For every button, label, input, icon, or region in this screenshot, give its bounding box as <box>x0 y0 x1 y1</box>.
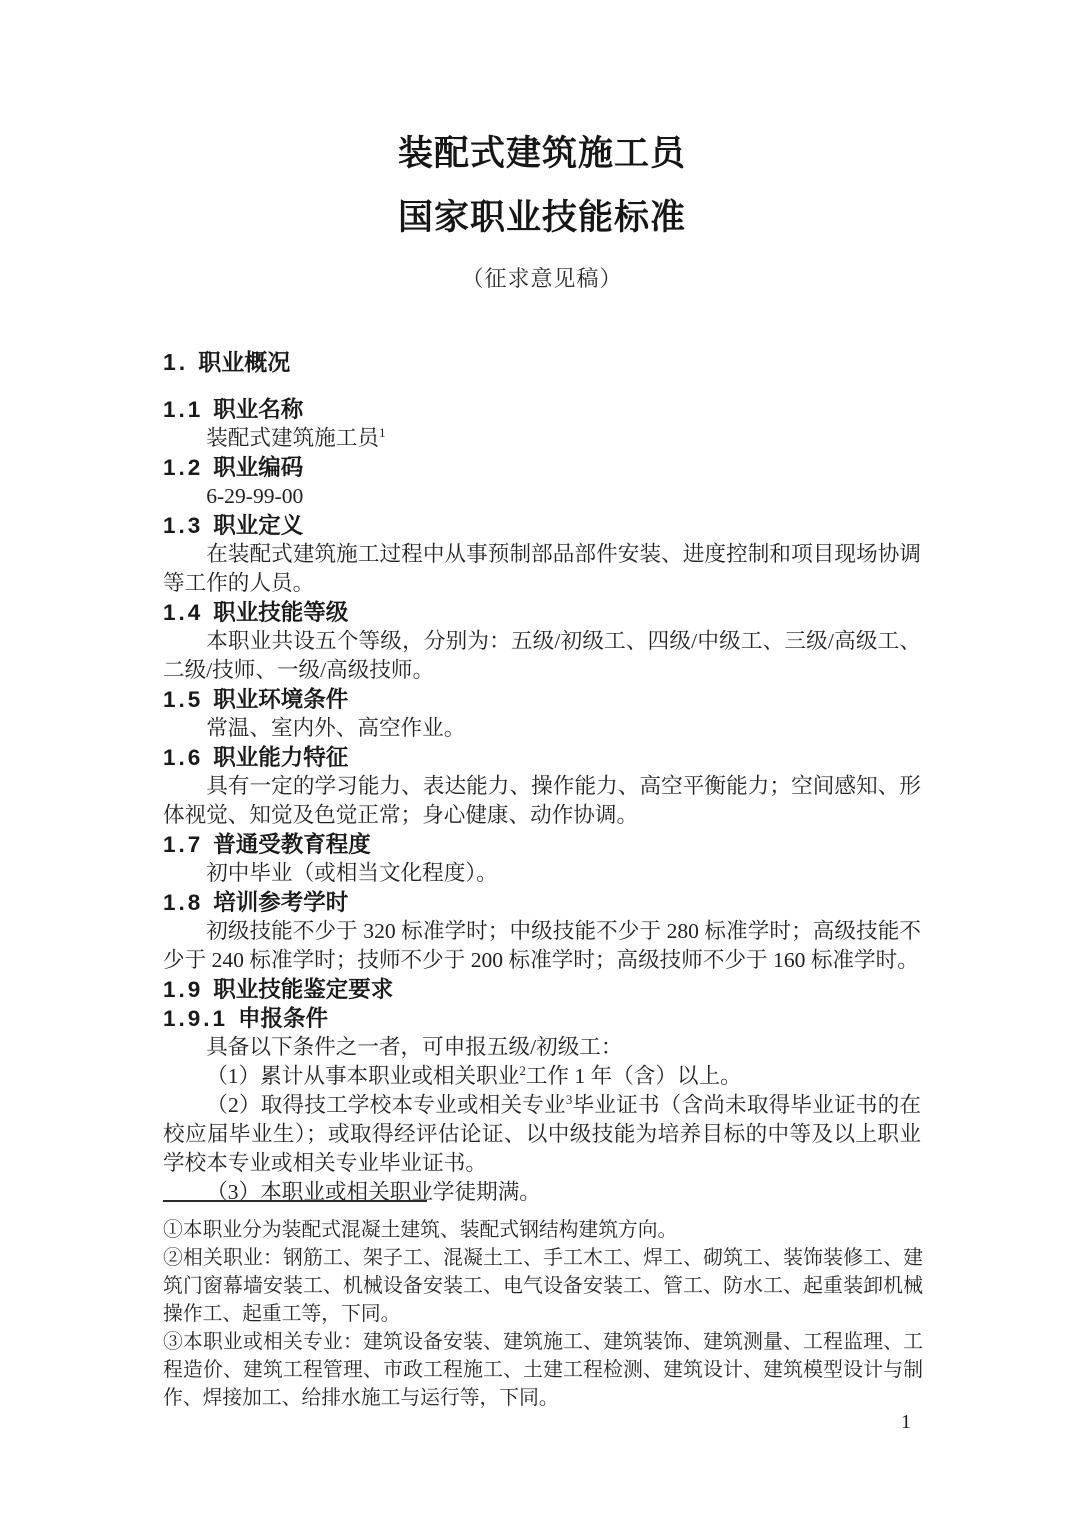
application-condition-3: （3）本职业或相关职业学徒期满。 <box>206 1180 541 1204</box>
section-1-6-number: 1.6 <box>163 745 204 770</box>
section-1-8-body: 初级技能不少于 320 标准学时；中级技能不少于 280 标准学时；高级技能不少于 240 标准学时；技师不少于 200 标准学时；高级技师不少于 160 标准学时。 <box>163 919 921 972</box>
section-heading-1-9 <box>163 975 921 1004</box>
section-1-3-title: 职业定义 <box>213 513 304 538</box>
section-1-3-body: 在装配式建筑施工过程中从事预制部品部件安装、进度控制和项目现场协调等工作的人员。 <box>163 542 921 595</box>
footnote-2: ②相关职业：钢筋工、架子工、混凝土工、手工木工、焊工、砌筑工、装饰装修工、建筑门窗幕墙安装工、机械设备安装工、电气设备安装工、管工、防水工、起重装卸机械操作工、起重工等，下同。 <box>163 1247 923 1325</box>
section-1-1-body <box>163 424 921 453</box>
section-1-9-1-title: 申报条件 <box>238 1006 329 1031</box>
section-1-5-title: 职业环境条件 <box>213 687 349 712</box>
section-1-7-body: 初中毕业（或相当文化程度）。 <box>206 861 498 885</box>
section-heading-1-2 <box>163 453 921 482</box>
section-1-8-title: 培训参考学时 <box>213 890 349 915</box>
condition-2-text: （2）取得技工学校本专业或相关专业 <box>206 1093 566 1117</box>
section-1-1-number: 1.1 <box>163 397 204 422</box>
section-1-9-1-number: 1.9.1 <box>163 1006 229 1031</box>
document-content <box>163 0 921 1207</box>
section-1-6-title: 职业能力特征 <box>213 745 349 770</box>
application-condition-2 <box>163 1091 921 1178</box>
footnotes-block <box>163 1200 923 1412</box>
footnote-ref-3: 3 <box>565 1091 573 1107</box>
page-number: 1 <box>901 1411 911 1433</box>
condition-2-text-cont: 毕业证书（含尚未取得毕业证书的在校应届毕业生）；或取得经评估论证、以中级技能为培养目标的中等及以上职业学校本专业或相关专业毕业证书。 <box>163 1093 921 1175</box>
section-1-title: 职业概况 <box>198 349 291 375</box>
footnote-ref-1: 1 <box>378 424 386 440</box>
condition-1-text: （1）累计从事本职业或相关职业 <box>206 1064 520 1088</box>
section-1-4-number: 1.4 <box>163 600 204 625</box>
document-subtitle: （征求意见稿） <box>461 266 623 291</box>
document-title-line2: 国家职业技能标准 <box>397 198 686 237</box>
section-heading-1-6 <box>163 743 921 772</box>
section-heading-1-8 <box>163 888 921 917</box>
section-heading-1-5 <box>163 685 921 714</box>
footnote-3: ③本职业或相关专业：建筑设备安装、建筑施工、建筑装饰、建筑测量、工程监理、工程造价、建筑工程管理、市政工程施工、土建工程检测、建筑设计、建筑模型设计与制作、焊接加工、给排水施工与运行等，下同。 <box>163 1331 923 1409</box>
section-1-9-number: 1.9 <box>163 977 204 1002</box>
title-block <box>163 0 921 294</box>
section-1-1-title: 职业名称 <box>213 397 304 422</box>
section-1-5-number: 1.5 <box>163 687 204 712</box>
section-heading-1-9-1 <box>163 1004 921 1033</box>
section-1-7-title: 普通受教育程度 <box>213 832 371 857</box>
section-1-4-body: 本职业共设五个等级，分别为：五级/初级工、四级/中级工、三级/高级工、二级/技师、一级/高级技师。 <box>163 629 921 682</box>
section-heading-1-7 <box>163 830 921 859</box>
condition-1-text-cont: 工作 1 年（含）以上。 <box>525 1064 742 1088</box>
section-1-2-body: 6-29-99-00 <box>206 484 304 508</box>
section-1-5-body: 常温、室内外、高空作业。 <box>206 716 466 740</box>
section-1-3-number: 1.3 <box>163 513 204 538</box>
section-heading-1 <box>163 347 921 377</box>
footnote-ref-2: 2 <box>519 1062 526 1078</box>
occupation-name: 装配式建筑施工员 <box>206 426 379 450</box>
section-heading-1-1 <box>163 395 921 424</box>
section-1-8-number: 1.8 <box>163 890 204 915</box>
section-1-9-1-intro: 具备以下条件之一者，可申报五级/初级工： <box>206 1035 623 1059</box>
section-1-9-title: 职业技能鉴定要求 <box>213 977 394 1002</box>
section-1-4-title: 职业技能等级 <box>213 600 349 625</box>
section-heading-1-3 <box>163 511 921 540</box>
footnote-1: ①本职业分为装配式混凝土建筑、装配式钢结构建筑方向。 <box>163 1219 678 1241</box>
section-heading-1-4 <box>163 598 921 627</box>
section-1-number: 1. <box>163 349 189 375</box>
section-1-6-body: 具有一定的学习能力、表达能力、操作能力、高空平衡能力；空间感知、形体视觉、知觉及色觉正常；身心健康、动作协调。 <box>163 774 921 827</box>
footnote-separator <box>163 1200 427 1202</box>
document-title-line1: 装配式建筑施工员 <box>397 134 686 173</box>
section-1-2-title: 职业编码 <box>213 455 304 480</box>
section-1-7-number: 1.7 <box>163 832 204 857</box>
section-1-2-number: 1.2 <box>163 455 204 480</box>
application-condition-1 <box>163 1062 921 1091</box>
